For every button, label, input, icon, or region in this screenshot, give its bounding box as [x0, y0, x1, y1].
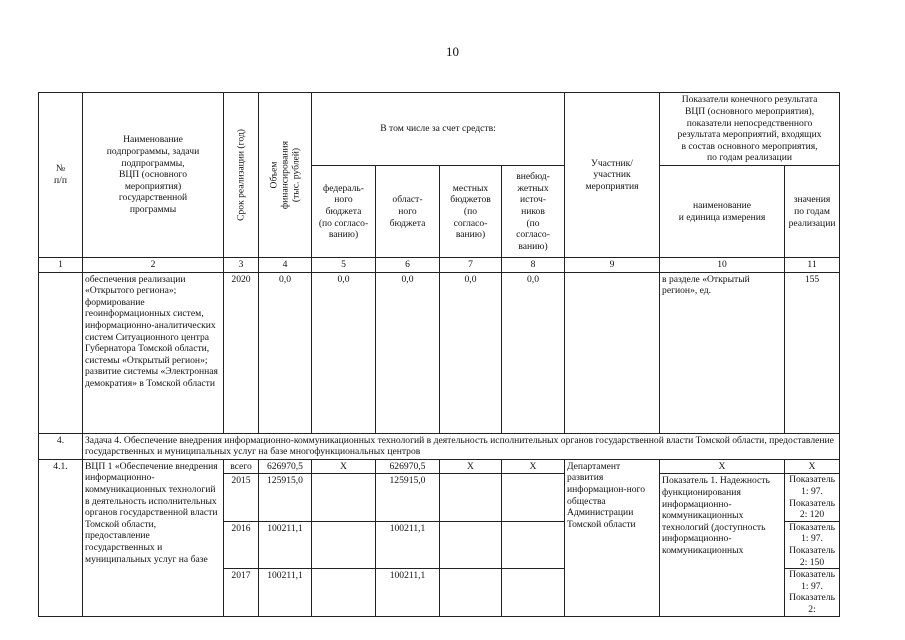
year-values — [785, 569, 840, 616]
header-federal: федераль- ного бюджета (по согласо- ванию) — [312, 166, 376, 258]
year-cell: 2016 — [224, 521, 259, 568]
value-line: Показатель 1: 97. — [789, 521, 835, 545]
col-number: 3 — [224, 258, 259, 273]
value-line: Показатель 2: 150 — [789, 544, 835, 568]
vcp-num: 4.1. — [39, 459, 83, 616]
year-extra — [502, 569, 565, 616]
page-number: 10 — [446, 44, 459, 59]
year-extra — [502, 521, 565, 568]
header-period-cell — [224, 93, 259, 258]
value-line: Показатель 2: 120 — [789, 497, 835, 521]
task-num: 4. — [39, 433, 83, 459]
header-period: Срок реализации (год) — [235, 129, 247, 221]
header-participant: Участник/ участник мероприятия — [565, 93, 660, 258]
year-local — [440, 521, 502, 568]
table-row-task — [39, 433, 840, 459]
cont-participant — [565, 272, 660, 433]
vcp-participant: Департамент развития информацион-ного общества Администрации Томской области — [565, 459, 660, 616]
col-number: 5 — [312, 258, 376, 273]
cont-regional: 0,0 — [376, 272, 440, 433]
year-total: 100211,1 — [259, 569, 312, 616]
table-row-vcp-total — [39, 459, 840, 474]
cont-total: 0,0 — [259, 272, 312, 433]
vcp-total-ind-name: Х — [660, 459, 785, 474]
header-ind-values: значения по годам реализации — [785, 166, 840, 258]
header-local: местных бюджетов (по согласо- ванию) — [440, 166, 502, 258]
header-extra: внебюд- жетных источ- ников (по согласо- ванию) — [502, 166, 565, 258]
year-values — [785, 474, 840, 521]
cont-name: обеспечения реализации «Открытого региона»; формирование геоинформационных систем, информационно-аналитических систем Ситуационного центра Губернатора Томской области, системы «Открытый регион»; развитие системы «Электронная демократия» в Томской области — [83, 272, 224, 433]
header-name: Наименование подпрограммы, задачи подпрограммы, ВЦП (основного мероприятия) государственной программы — [83, 93, 224, 258]
value-line: Показатель 1: 97. — [789, 569, 835, 592]
vcp-total-extra: Х — [502, 459, 565, 474]
year-federal — [312, 521, 376, 568]
col-number: 9 — [565, 258, 660, 273]
year-regional: 100211,1 — [376, 569, 440, 616]
header-ind-name: наименование и единица измерения — [660, 166, 785, 258]
program-table — [38, 92, 840, 617]
col-number: 8 — [502, 258, 565, 273]
col-number: 10 — [660, 258, 785, 273]
year-total: 100211,1 — [259, 521, 312, 568]
vcp-total-year: всего — [224, 459, 259, 474]
year-cell: 2015 — [224, 474, 259, 521]
col-number: 2 — [83, 258, 224, 273]
year-extra — [502, 474, 565, 521]
cont-local: 0,0 — [440, 272, 502, 433]
header-indicators-group: Показатели конечного результата ВЦП (основного мероприятия), показатели непосредственного результата мероприятий, входящих в состав основного мероприятия, по годам реализации — [660, 93, 840, 166]
vcp-name: ВЦП 1 «Обеспечение внедрения информационно-коммуникационных технологий в деятельность исполнительных органов государственной власти Томской области, предоставление государственных и муниципальных услуг на базе — [83, 459, 224, 616]
header-num: № п/п — [39, 93, 83, 258]
cont-indicator: в разделе «Открытый регион», ед. — [660, 272, 785, 433]
year-local — [440, 474, 502, 521]
vcp-indicator: Показатель 1. Надежность функционирования информационно-коммуникационных технологий (доступность информационно-коммуникационных — [660, 474, 785, 616]
year-regional: 125915,0 — [376, 474, 440, 521]
header-row-1 — [39, 93, 840, 166]
year-values — [785, 521, 840, 568]
cont-year: 2020 — [224, 272, 259, 433]
vcp-total-local: Х — [440, 459, 502, 474]
col-number: 1 — [39, 258, 83, 273]
year-total: 125915,0 — [259, 474, 312, 521]
year-federal — [312, 474, 376, 521]
year-local — [440, 569, 502, 616]
vcp-total-federal: Х — [312, 459, 376, 474]
year-federal — [312, 569, 376, 616]
value-line: Показатель 2: — [789, 592, 835, 615]
table-row-continuation — [39, 272, 840, 433]
task-text: Задача 4. Обеспечение внедрения информационно-коммуникационных технологий в деятельность исполнительных органов государственной власти Томской области, предоставление государственных и муниципальных услуг на базе многофункциональных центров — [83, 433, 840, 459]
header-volume: Объем финансирования (тыс. рублей) — [268, 140, 302, 210]
vcp-total-ind-value: Х — [785, 459, 840, 474]
cont-federal: 0,0 — [312, 272, 376, 433]
year-regional: 100211,1 — [376, 521, 440, 568]
col-number: 7 — [440, 258, 502, 273]
year-cell: 2017 — [224, 569, 259, 616]
vcp-total-regional: 626970,5 — [376, 459, 440, 474]
vcp-total-sum: 626970,5 — [259, 459, 312, 474]
col-number: 6 — [376, 258, 440, 273]
cont-value: 155 — [785, 272, 840, 433]
value-line: Показатель 1: 97. — [789, 474, 835, 497]
header-volume-cell — [259, 93, 312, 258]
header-regional: област- ного бюджета — [376, 166, 440, 258]
col-number: 11 — [785, 258, 840, 273]
col-number: 4 — [259, 258, 312, 273]
header-sources-group: В том числе за счет средств: — [312, 93, 565, 166]
cont-extra: 0,0 — [502, 272, 565, 433]
column-numbers-row — [39, 258, 840, 273]
cont-num — [39, 272, 83, 433]
